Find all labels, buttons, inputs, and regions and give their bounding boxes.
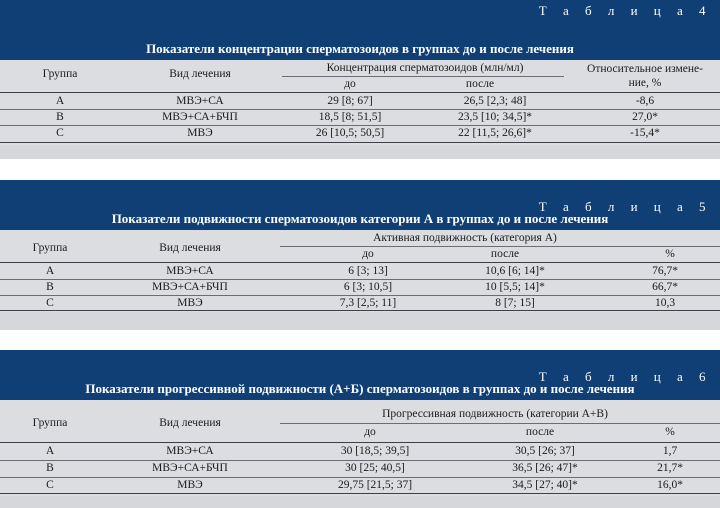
row-c-after: 8 [7; 15] bbox=[495, 297, 535, 309]
row-b-treatment: МВЭ+СА+БЧП bbox=[162, 111, 238, 123]
table-4-number: Т а б л и ц а 4 bbox=[538, 3, 712, 18]
row-b-after: 23,5 [10; 34,5]* bbox=[457, 111, 533, 123]
super-underline bbox=[282, 76, 564, 77]
col-rel-header: % bbox=[665, 426, 675, 438]
row-b-rel: 66,7* bbox=[652, 281, 678, 293]
col-before-header: до bbox=[364, 426, 376, 438]
table-5 bbox=[0, 180, 720, 312]
row-b-group: B bbox=[46, 462, 54, 474]
table-6-number: Т а б л и ц а 6 bbox=[538, 369, 712, 384]
table-6-title: Показатели прогрессивной подвижности (А+Б) сперматозоидов в группах до и после лечения bbox=[85, 381, 635, 396]
row-c-before: 26 [10,5; 50,5] bbox=[315, 127, 385, 139]
col-after-header: после bbox=[525, 426, 555, 438]
row-rule bbox=[0, 125, 720, 126]
table-5-header bbox=[0, 180, 720, 230]
col-after-header: после bbox=[465, 78, 495, 90]
col-treatment-header: Вид лечения bbox=[169, 68, 231, 80]
row-b-treatment: МВЭ+СА+БЧП bbox=[152, 281, 228, 293]
table-4 bbox=[0, 0, 720, 145]
row-c-after: 22 [11,5; 26,6]* bbox=[458, 127, 532, 139]
row-a-before: 6 [3; 13] bbox=[348, 265, 388, 277]
row-c-rel: 16,0* bbox=[657, 479, 683, 491]
row-b-after: 36,5 [26; 47]* bbox=[512, 462, 578, 474]
row-a-rel: 1,7 bbox=[662, 445, 678, 457]
row-a-after: 26,5 [2,3; 48] bbox=[463, 95, 527, 107]
col-group-header: Группа bbox=[42, 68, 78, 80]
col-super-header: Активная подвижность (категория А) bbox=[373, 232, 557, 244]
row-b-treatment: МВЭ+СА+БЧП bbox=[152, 462, 228, 474]
row-b-after: 10 [5,5; 14]* bbox=[485, 281, 545, 293]
row-b-rel: 21,7* bbox=[657, 462, 683, 474]
table-4-body bbox=[0, 60, 720, 145]
table-6 bbox=[0, 350, 720, 496]
col-treatment-header: Вид лечения bbox=[159, 242, 221, 254]
row-b-group: B bbox=[46, 281, 54, 293]
table-4-footer-strip bbox=[0, 145, 720, 159]
row-c-group: C bbox=[56, 127, 64, 139]
row-a-after: 10,6 [6; 14]* bbox=[485, 265, 545, 277]
table-6-header bbox=[0, 350, 720, 400]
row-b-rel: 27,0* bbox=[632, 111, 658, 123]
row-c-rel: -15,4* bbox=[630, 127, 660, 139]
row-a-group: A bbox=[55, 95, 65, 107]
table-6-footer-strip bbox=[0, 496, 720, 508]
row-rule bbox=[0, 477, 720, 478]
row-b-group: B bbox=[56, 111, 64, 123]
col-super-header: Прогрессивная подвижность (категории А+В) bbox=[382, 408, 608, 420]
header-rule bbox=[0, 92, 720, 93]
super-underline bbox=[280, 246, 720, 247]
row-rule bbox=[0, 109, 720, 110]
row-a-treatment: МВЭ+СА bbox=[166, 265, 214, 277]
col-after-header: после bbox=[490, 248, 520, 260]
table-bottom-rule bbox=[0, 493, 720, 494]
table-bottom-rule bbox=[0, 142, 720, 143]
row-a-group: A bbox=[45, 445, 55, 457]
row-c-group: C bbox=[46, 479, 54, 491]
header-rule bbox=[0, 262, 720, 263]
row-c-treatment: МВЭ bbox=[177, 297, 203, 309]
row-a-rel: 76,7* bbox=[652, 265, 678, 277]
row-c-treatment: МВЭ bbox=[187, 127, 213, 139]
row-c-after: 34,5 [27; 40]* bbox=[512, 479, 578, 491]
table-5-footer-strip bbox=[0, 312, 720, 330]
col-rel-header: % bbox=[665, 248, 675, 260]
row-a-treatment: МВЭ+СА bbox=[176, 95, 224, 107]
table-4-title: Показатели концентрации сперматозоидов в группах до и после лечения bbox=[146, 41, 574, 56]
row-a-after: 30,5 [26; 37] bbox=[515, 445, 575, 457]
super-underline bbox=[280, 423, 720, 424]
row-b-before: 6 [3; 10,5] bbox=[343, 281, 393, 293]
row-b-before: 30 [25; 40,5] bbox=[345, 462, 405, 474]
row-rule bbox=[0, 279, 720, 280]
row-c-before: 29,75 [21,5; 37] bbox=[337, 479, 413, 491]
table-5-number: Т а б л и ц а 5 bbox=[538, 199, 712, 214]
table-5-body bbox=[0, 230, 720, 312]
row-c-before: 7,3 [2,5; 11] bbox=[339, 297, 397, 309]
col-before-header: до bbox=[362, 248, 374, 260]
row-c-rel: 10,3 bbox=[654, 297, 676, 309]
row-a-treatment: МВЭ+СА bbox=[166, 445, 214, 457]
col-rel-header: Относительное измене- ние, % bbox=[587, 63, 703, 89]
row-c-treatment: МВЭ bbox=[177, 479, 203, 491]
col-group-header: Группа bbox=[32, 242, 68, 254]
table-5-title: Показатели подвижности сперматозоидов категории А в группах до и после лечения bbox=[111, 211, 609, 226]
table-6-body bbox=[0, 400, 720, 496]
header-rule bbox=[0, 442, 720, 443]
row-rule bbox=[0, 460, 720, 461]
row-b-before: 18,5 [8; 51,5] bbox=[318, 111, 382, 123]
col-before-header: до bbox=[344, 78, 356, 90]
row-a-before: 29 [8; 67] bbox=[327, 95, 373, 107]
col-group-header: Группа bbox=[32, 417, 68, 429]
row-rule bbox=[0, 295, 720, 296]
table-bottom-rule bbox=[0, 310, 720, 311]
row-c-group: C bbox=[46, 297, 54, 309]
row-a-rel: -8,6 bbox=[635, 95, 655, 107]
col-super-header: Концентрация сперматозоидов (млн/мл) bbox=[326, 62, 524, 74]
col-treatment-header: Вид лечения bbox=[159, 417, 221, 429]
row-a-before: 30 [18,5; 39,5] bbox=[340, 445, 410, 457]
table-4-header bbox=[0, 0, 720, 60]
row-a-group: A bbox=[45, 265, 55, 277]
